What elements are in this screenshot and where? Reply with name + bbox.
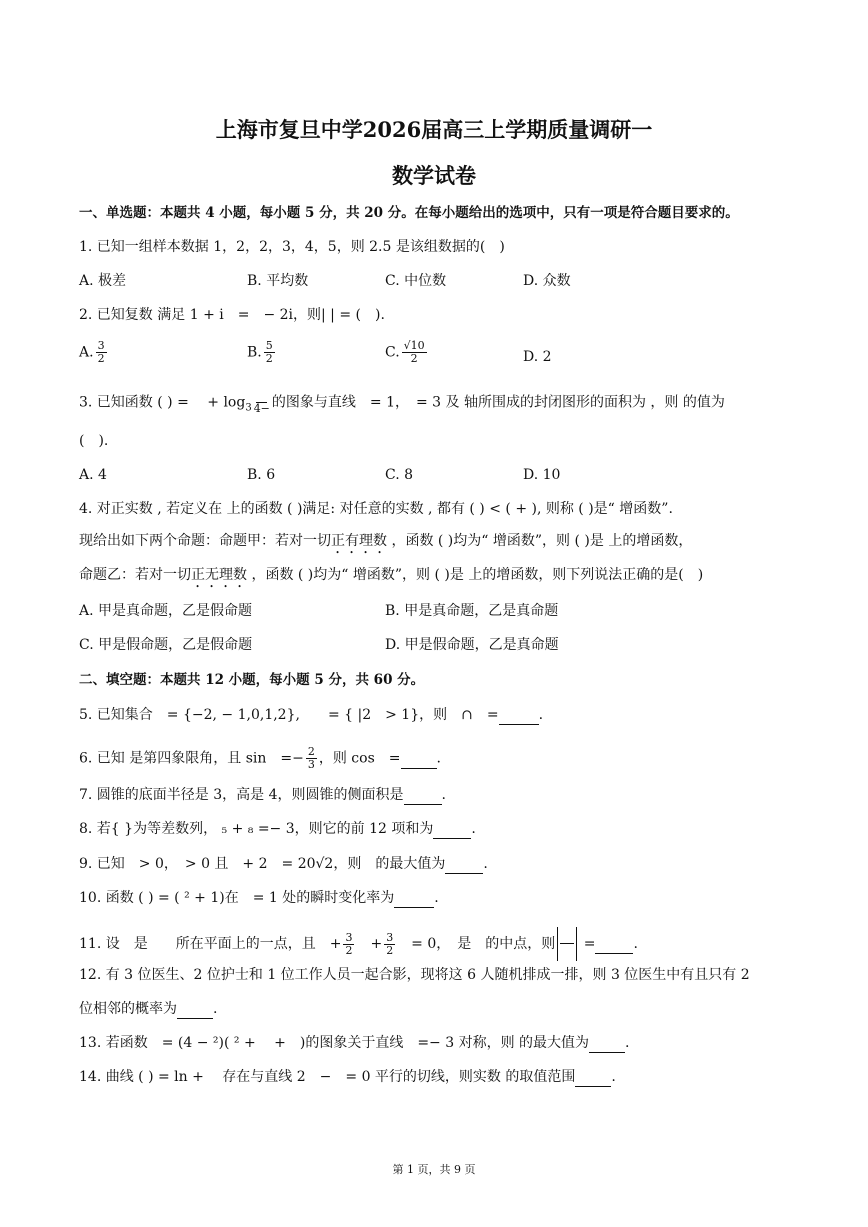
fraction [96, 340, 107, 365]
option-letter: C. [385, 344, 400, 361]
question-1-option-a: A. 极差 [79, 273, 127, 289]
question-1-stem: 1. 已知一组样本数据 1，2，2，3，4，5，则 2.5 是该组数据的( ) [79, 239, 505, 255]
question-1-option-b: B. 平均数 [247, 273, 309, 289]
fraction-denominator: 2 [265, 352, 273, 365]
answer-blank [394, 889, 434, 908]
question-11-text-c: = 0， 是 的中点，则 [397, 936, 556, 952]
option-letter: A. [79, 344, 94, 361]
question-3-option-a: A. 4 [79, 467, 107, 483]
section-2-heading: 二、填空题：本题共 12 小题，每小题 5 分，共 60 分。 [79, 672, 425, 688]
question-12-line-1: 12. 有 3 位医生、2 位护士和 1 位工作人员一起合影，现将这 6 人随机排成一排，则 3 位医生中有且只有 2 [79, 967, 750, 983]
section-1-heading: 一、单选题：本题共 4 小题，每小题 5 分，共 20 分。在每小题给出的选项中，只有一项是符合题目要求的。 [79, 205, 739, 221]
question-10-text: 10. 函数 ( ) = ( ² + 1)在 = 1 处的瞬时变化率为 [79, 890, 395, 906]
fraction-denominator: 4− [253, 402, 270, 415]
answer-blank [589, 1034, 625, 1053]
question-9: 9. 已知 > 0， > 0 且 + 2 = 20√2，则 的最大值为 . [79, 856, 488, 872]
question-4-line-1: 4. 对正实数 , 若定义在 上的函数 ( )满足: 对任意的实数 , 都有 ( ) < ( + ), 则称 ( )是“ 增函数”. [79, 501, 673, 517]
question-3-stem-b: 的图象与直线 = 1， = 3 及 轴所围成的封闭图形的面积为 ，则 的值为 [271, 394, 725, 411]
question-7-text: 7. 圆锥的底面半径是 3，高是 4，则圆锥的侧面积是 [79, 787, 404, 803]
fraction-denominator: 3 [307, 758, 315, 771]
question-12-text: 位相邻的概率为 [79, 1001, 177, 1017]
fraction-numerator: 2 [307, 745, 315, 758]
question-4-line-3b: ，函数 ( )均为“ 增函数”，则 ( )是 上的增函数，则下列说法正确的是( ) [247, 567, 704, 583]
question-13: 13. 若函数 = (4 − ²)( ² + + )的图象关于直线 =− 3 对称，则 的最大值为 . [79, 1035, 630, 1051]
fraction-numerator: 3 [97, 339, 105, 352]
question-12-line-2: 位相邻的概率为 . [79, 1001, 218, 1017]
question-7: 7. 圆锥的底面半径是 3，高是 4，则圆锥的侧面积是 . [79, 787, 446, 803]
emphasis-text: 正有理数 [331, 533, 387, 549]
fraction [254, 390, 270, 415]
fraction-numerator: 5 [265, 339, 273, 352]
question-4-line-2a: 现给出如下两个命题：命题甲：若对一切 [79, 533, 331, 549]
answer-blank [177, 1000, 213, 1019]
question-4-line-3a: 命题乙：若对一切 [79, 567, 191, 583]
fraction [343, 932, 354, 957]
question-5-text: 5. 已知集合 = {−2, − 1,0,1,2}, = { |2 > 1}，则 ∩ = [79, 707, 499, 723]
answer-blank [401, 750, 437, 769]
question-6-text-b: ，则 cos = [318, 750, 401, 767]
question-4-option-b: B. 甲是真命题，乙是真命题 [385, 603, 559, 619]
question-4-option-d: D. 甲是假命题，乙是真命题 [385, 637, 559, 653]
fraction-denominator: 2 [410, 352, 418, 365]
question-4-line-2b: ，函数 ( )均为“ 增函数”，则 ( )是 上的增函数， [387, 533, 693, 549]
question-1-option-c: C. 中位数 [385, 273, 447, 289]
fraction-numerator: 3 [345, 930, 353, 944]
question-3-stem-c: ( ). [79, 433, 109, 449]
page-footer: 第 1 页，共 9 页 [392, 1163, 476, 1176]
question-2-stem: 2. 已知复数 满足 1 + i = − 2i，则| | = ( ). [79, 307, 385, 323]
question-3-stem [79, 390, 808, 417]
question-6: 6. 已知 是第四象限角，且 sin =− $\frac{2}{3}$ ，则 cos = . [79, 745, 441, 771]
question-3-option-d: D. 10 [523, 467, 561, 483]
question-3-option-c: C. 8 [385, 467, 414, 483]
page-title: 上海市复旦中学2026届高三上学期质量调研一 [215, 117, 653, 142]
question-6-text-a: 6. 已知 是第四象限角，且 sin =− [79, 750, 304, 767]
fraction-denominator: 2 [386, 943, 394, 957]
question-10: 10. 函数 ( ) = ( ² + 1)在 = 1 处的瞬时变化率为 . [79, 890, 439, 906]
question-2-option-b [247, 340, 277, 365]
vector-ratio [557, 927, 577, 961]
question-4-option-a: A. 甲是真命题，乙是假命题 [79, 603, 253, 619]
page-subtitle: 数学试卷 [392, 163, 476, 188]
question-5: 5. 已知集合 = {−2, − 1,0,1,2}, = { |2 > 1}，则 ∩ = . [79, 707, 544, 723]
question-8-text: 8. 若{ }为等差数列， ₅ + ₈ =− 3，则它的前 12 项和为 [79, 821, 434, 837]
fraction [306, 746, 317, 771]
question-3-option-b: B. 6 [247, 467, 276, 483]
question-14-text: 14. 曲线 ( ) = ln + 存在与直线 2 − = 0 平行的切线，则实数 的取值范围 [79, 1069, 576, 1085]
question-4-line-3 [79, 566, 808, 591]
question-2-option-d: D. 2 [523, 349, 552, 365]
question-4-line-2 [79, 532, 808, 557]
answer-blank [445, 855, 483, 874]
fraction [384, 932, 395, 957]
answer-blank [404, 786, 442, 805]
answer-blank [433, 820, 471, 839]
option-letter: B. [247, 344, 262, 361]
fraction-numerator: 3 [386, 930, 394, 944]
question-3-stem-a: 3. 已知函数 ( ) = + log [79, 394, 246, 411]
question-1-option-d: D. 众数 [523, 273, 571, 289]
question-11-text-b: + [356, 936, 383, 952]
answer-blank [595, 935, 633, 954]
fraction-numerator: √10 [403, 339, 425, 352]
log-base: 3 [245, 402, 252, 414]
answer-blank [575, 1068, 611, 1087]
fraction [402, 340, 427, 365]
question-11: 11. 设 是 所在平面上的一点，且 + $\frac{3}{2}$ + $\frac{3}{2}$ = 0， 是 的中点，则 = . [79, 927, 808, 961]
question-14: 14. 曲线 ( ) = ln + 存在与直线 2 − = 0 平行的切线，则实数 的取值范围 . [79, 1069, 616, 1085]
answer-blank [499, 706, 539, 725]
question-11-text-d: = [579, 936, 596, 952]
question-13-text: 13. 若函数 = (4 − ²)( ² + + )的图象关于直线 =− 3 对称，则 的最大值为 [79, 1035, 590, 1051]
question-4-option-c: C. 甲是假命题，乙是假命题 [79, 637, 253, 653]
question-8: 8. 若{ }为等差数列， ₅ + ₈ =− 3，则它的前 12 项和为 . [79, 821, 476, 837]
emphasis-text: 正无理数 [191, 567, 247, 583]
question-9-text: 9. 已知 > 0， > 0 且 + 2 = 20√2，则 的最大值为 [79, 856, 446, 872]
fraction-denominator: 2 [345, 943, 353, 957]
question-2-option-c [385, 340, 429, 365]
fraction [264, 340, 275, 365]
fraction-denominator: 2 [97, 352, 105, 365]
question-2-option-a [79, 340, 109, 365]
question-11-text-a: 11. 设 是 所在平面上的一点，且 + [79, 936, 342, 952]
